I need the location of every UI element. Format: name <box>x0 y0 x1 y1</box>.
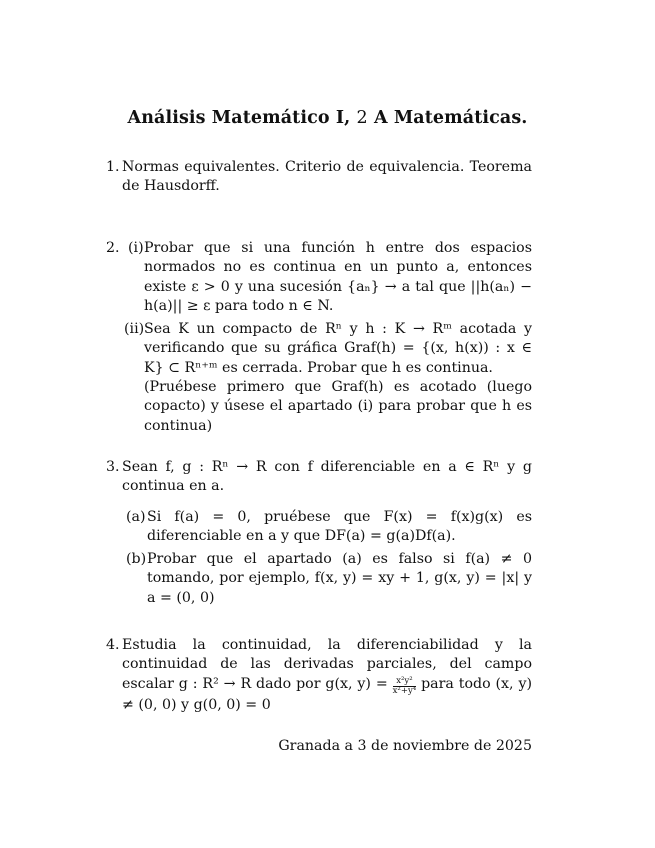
question-3-number: 3. <box>106 459 120 475</box>
question-3 <box>106 458 532 608</box>
question-2-number: 2. <box>106 240 120 256</box>
question-2-part-ii-hint: (Pruébese primero que Graf(h) es acotado (luego copacto) y úsese el apartado (i) para probar que h es continua) <box>144 379 532 434</box>
question-2-part-i <box>106 239 532 316</box>
question-4-fraction <box>393 677 417 696</box>
question-3-part-a-label: (a) <box>126 508 146 525</box>
question-2-part-ii-text: Sea K un compacto de Rⁿ y h : K → Rᵐ acotada y verificando que su gráfica Graf(h) = {(x, h(x)) : x ∈ K} ⊂ Rⁿ⁺ᵐ es cerrada. Probar que h es continua. <box>144 321 532 376</box>
title-main: Análisis Matemático I, <box>127 108 351 128</box>
footer-date: Granada a 3 de noviembre de 2025 <box>278 738 532 754</box>
question-2 <box>106 239 532 436</box>
question-2-part-i-text: Probar que si una función h entre dos espacios normados no es continua en un punto a, entonces existe ε > 0 y una sucesión {aₙ} → a tal que ||h(aₙ) − h(a)|| ≥ ε para todo n ∈ N. <box>144 240 532 314</box>
question-2-part-i-label: (i) <box>128 240 144 256</box>
question-4-fraction-denominator: x²+y⁴ <box>392 685 417 696</box>
question-2-part-ii-label: (ii) <box>124 321 145 338</box>
question-2-part-ii <box>106 320 532 436</box>
question-1-text: Normas equivalentes. Criterio de equivalencia. Teorema de Hausdorff. <box>122 159 532 195</box>
title-rest: A Matemáticas. <box>373 108 528 128</box>
question-4-number: 4. <box>106 637 120 653</box>
question-1-number: 1. <box>106 159 120 175</box>
question-3-intro: Sean f, g : Rⁿ → R con f diferenciable en a ∈ Rⁿ y g continua en a. <box>122 459 532 495</box>
question-4 <box>106 636 532 715</box>
question-3-part-b-text: Probar que el apartado (a) es falso si f(a) ≠ 0 tomando, por ejemplo, f(x, y) = xy + 1, g(x, y) = |x| y a = (0, 0) <box>147 551 532 606</box>
question-1 <box>106 158 532 197</box>
question-3-part-a <box>122 508 532 547</box>
question-4-text: Estudia la continuidad, la diferenciabilidad y la continuidad de las derivadas parciales, del campo escalar g : R² → R dado por g(x, y) = <box>122 637 532 692</box>
question-4-text-end: para todo (x, y) ≠ (0, 0) y g(0, 0) = 0 <box>122 675 532 713</box>
question-3-part-a-text: Si f(a) = 0, pruébese que F(x) = f(x)g(x) es diferenciable en a y que DF(a) = g(a)Df(a). <box>147 508 532 544</box>
title-number: 2 <box>356 108 368 128</box>
question-3-part-b-label: (b) <box>126 551 147 568</box>
question-3-part-b <box>122 550 532 608</box>
question-4-fraction-numerator: x²y² <box>393 677 417 687</box>
page-title <box>0 108 655 128</box>
